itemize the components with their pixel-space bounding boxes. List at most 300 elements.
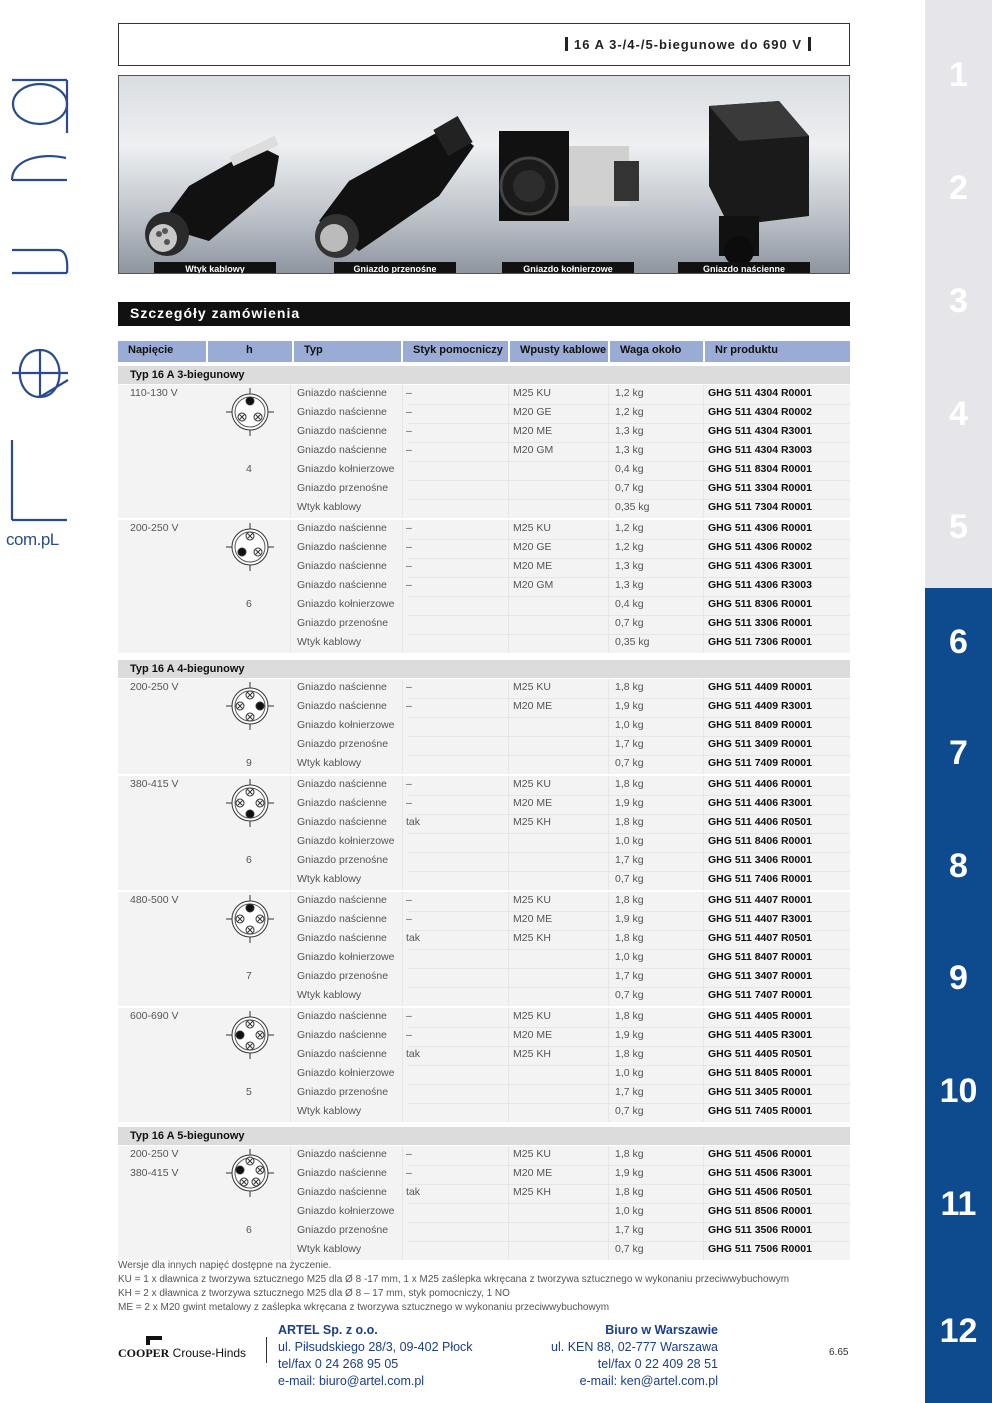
h-position: 4 <box>246 463 252 475</box>
type-cell: Gniazdo naścienne <box>297 1167 387 1179</box>
tab-chapter-4[interactable]: 4 <box>949 394 968 433</box>
type-cell: Gniazdo przenośne <box>297 482 389 494</box>
voltage: 380-415 V <box>130 778 179 790</box>
row-divider <box>408 698 850 699</box>
col-type: Typ <box>294 341 401 362</box>
cable-entry-cell: M25 KU <box>513 387 551 399</box>
type-cell: Gniazdo naścienne <box>297 1048 387 1060</box>
weight-cell: 0,7 kg <box>615 757 644 769</box>
type-cell: Gniazdo naścienne <box>297 700 387 712</box>
aux-contact-cell: – <box>406 894 412 906</box>
aux-contact-cell: – <box>406 1029 412 1041</box>
weight-cell: 1,2 kg <box>615 522 644 534</box>
product-number-cell: GHG 511 4405 R0501 <box>708 1048 812 1060</box>
voltage: 200-250 V <box>130 1148 179 1160</box>
type-cell: Gniazdo naścienne <box>297 425 387 437</box>
table-row <box>118 736 850 755</box>
weight-cell: 1,3 kg <box>615 560 644 572</box>
cooper-logo <box>118 1346 246 1361</box>
row-divider <box>408 736 850 737</box>
table-row <box>118 987 850 1006</box>
product-number-cell: GHG 511 8304 R0001 <box>708 463 812 475</box>
table-row <box>118 1184 850 1203</box>
row-divider <box>408 1084 850 1085</box>
type-cell: Gniazdo kołnierzowe <box>297 951 395 963</box>
product-number-cell: GHG 511 4406 R3001 <box>708 797 812 809</box>
row-divider <box>408 795 850 796</box>
weight-cell: 0,7 kg <box>615 873 644 885</box>
weight-cell: 1,8 kg <box>615 816 644 828</box>
footnote: Wersje dla innych napięć dostępne na życzenie. <box>118 1260 332 1271</box>
row-divider <box>408 1241 850 1242</box>
table-row <box>118 480 850 499</box>
brand-domain: com.pL <box>6 530 59 549</box>
table-row <box>118 577 850 596</box>
cable-entry-cell: M20 ME <box>513 560 553 572</box>
col-weight: Waga około <box>610 341 703 362</box>
tab-chapter-6[interactable]: 6 <box>925 588 992 697</box>
weight-cell: 1,9 kg <box>615 1167 644 1179</box>
type-cell: Gniazdo naścienne <box>297 522 387 534</box>
aux-contact-cell: tak <box>406 1186 421 1198</box>
table-row <box>118 423 850 442</box>
row-divider <box>408 596 850 597</box>
product-number-cell: GHG 511 7304 R0001 <box>708 501 812 513</box>
row-divider <box>408 404 850 405</box>
product-number-cell: GHG 511 7306 R0001 <box>708 636 812 648</box>
voltage: 380-415 V <box>130 1167 179 1179</box>
product-number-cell: GHG 511 3306 R0001 <box>708 617 812 629</box>
table-row <box>118 755 850 774</box>
product-number-cell: GHG 511 3506 R0001 <box>708 1224 812 1236</box>
weight-cell: 1,8 kg <box>615 1048 644 1060</box>
row-divider <box>408 1222 850 1223</box>
h-position: 5 <box>246 1086 252 1098</box>
product-number-cell: GHG 511 8506 R0001 <box>708 1205 812 1217</box>
row-divider <box>408 717 850 718</box>
row-divider <box>408 1065 850 1066</box>
type-cell: Gniazdo naścienne <box>297 913 387 925</box>
cable-entry-cell: M25 KU <box>513 681 551 693</box>
page-title: 16 A 3-/4-/5-biegunowe do 690 V <box>559 37 817 52</box>
weight-cell: 0,7 kg <box>615 1105 644 1117</box>
product-number-cell: GHG 511 4304 R3001 <box>708 425 812 437</box>
voltage: 480-500 V <box>130 894 179 906</box>
cable-entry-cell: M20 GM <box>513 579 554 591</box>
product-number-cell: GHG 511 4306 R3003 <box>708 579 812 591</box>
weight-cell: 1,9 kg <box>615 1029 644 1041</box>
weight-cell: 0,7 kg <box>615 989 644 1001</box>
caption-wall-socket: Gniazdo naścienne <box>678 262 810 274</box>
type-cell: Gniazdo naścienne <box>297 1029 387 1041</box>
row-divider <box>408 1027 850 1028</box>
product-number-cell: GHG 511 3409 R0001 <box>708 738 812 750</box>
weight-cell: 0,4 kg <box>615 463 644 475</box>
row-divider <box>408 499 850 500</box>
table-row <box>118 404 850 423</box>
col-aux-contact: Styk pomocniczy <box>403 341 508 362</box>
cable-entry-cell: M20 ME <box>513 425 553 437</box>
voltage: 200-250 V <box>130 522 179 534</box>
row-divider <box>408 949 850 950</box>
product-number-cell: GHG 511 7405 R0001 <box>708 1105 812 1117</box>
tab-chapter-2[interactable]: 2 <box>949 168 968 207</box>
type-cell: Gniazdo przenośne <box>297 617 389 629</box>
product-number-cell: GHG 511 4409 R3001 <box>708 700 812 712</box>
row-divider <box>408 1203 850 1204</box>
footer-address-plock <box>278 1322 473 1390</box>
tab-chapter-11[interactable]: 11 <box>925 1148 992 1260</box>
h-position: 6 <box>246 1224 252 1236</box>
table-row <box>118 539 850 558</box>
aux-contact-cell: – <box>406 560 412 572</box>
type-cell: Gniazdo naścienne <box>297 406 387 418</box>
weight-cell: 0,7 kg <box>615 1243 644 1255</box>
caption-flange-socket: Gniazdo kołnierzowe <box>502 262 634 274</box>
col-product-no: Nr produktu <box>705 341 850 362</box>
type-cell: Wtyk kablowy <box>297 636 362 648</box>
email-link[interactable]: e-mail: biuro@artel.com.pl <box>278 1374 425 1388</box>
product-number-cell: GHG 511 4506 R0501 <box>708 1186 812 1198</box>
table-row <box>118 833 850 852</box>
weight-cell: 1,8 kg <box>615 1148 644 1160</box>
weight-cell: 1,8 kg <box>615 1186 644 1198</box>
address: ul. Piłsudskiego 28/3, 09-402 Płock <box>278 1340 473 1354</box>
aux-contact-cell: – <box>406 541 412 553</box>
table-row <box>118 871 850 890</box>
weight-cell: 1,9 kg <box>615 700 644 712</box>
table-row <box>118 615 850 634</box>
logo-rest: Crouse-Hinds <box>169 1346 247 1360</box>
product-number-cell: GHG 511 8407 R0001 <box>708 951 812 963</box>
cable-entry-cell: M20 GE <box>513 541 552 553</box>
table-row <box>118 1008 850 1027</box>
col-cable-entries: Wpusty kablowe <box>510 341 608 362</box>
h-position: 9 <box>246 757 252 769</box>
footnote: KH = 2 x dławnica z tworzywa sztucznego M25 dla Ø 8 – 17 mm, styk pomocniczy, 1 NO <box>118 1288 510 1299</box>
weight-cell: 0,7 kg <box>615 617 644 629</box>
product-number-cell: GHG 511 8409 R0001 <box>708 719 812 731</box>
table-row <box>118 1103 850 1122</box>
weight-cell: 1,8 kg <box>615 894 644 906</box>
table-row <box>118 499 850 518</box>
voltage: 200-250 V <box>130 681 179 693</box>
weight-cell: 1,7 kg <box>615 1086 644 1098</box>
tab-chapter-7[interactable]: 7 <box>925 697 992 810</box>
product-number-cell: GHG 511 8406 R0001 <box>708 835 812 847</box>
table-row <box>118 892 850 911</box>
product-number-cell: GHG 511 4405 R0001 <box>708 1010 812 1022</box>
product-number-cell: GHG 511 4409 R0001 <box>708 681 812 693</box>
plug-image <box>145 136 279 256</box>
type-cell: Gniazdo kołnierzowe <box>297 719 395 731</box>
type-cell: Gniazdo naścienne <box>297 541 387 553</box>
office-name: Biuro w Warszawie <box>605 1323 718 1337</box>
type-cell: Wtyk kablowy <box>297 873 362 885</box>
voltage: 600-690 V <box>130 1010 179 1022</box>
caption-plug: Wtyk kablowy <box>154 262 276 274</box>
group-title: Typ 16 A 4-biegunowy <box>118 660 850 678</box>
footnote: KU = 1 x dławnica z tworzywa sztucznego M25 dla Ø 8 -17 mm, 1 x M25 zaślepka wkręcana z tworzywa sztucznego w wykonaniu przeciwwybuchowym <box>118 1274 790 1285</box>
weight-cell: 1,0 kg <box>615 719 644 731</box>
flange-socket-image <box>499 131 639 221</box>
aux-contact-cell: – <box>406 425 412 437</box>
table-row <box>118 1065 850 1084</box>
weight-cell: 1,3 kg <box>615 425 644 437</box>
tab-chapter-3[interactable]: 3 <box>949 282 968 320</box>
col-voltage: Napięcie <box>118 341 206 362</box>
weight-cell: 0,35 kg <box>615 636 650 648</box>
table-row <box>118 385 850 404</box>
cable-entry-cell: M25 KU <box>513 1148 551 1160</box>
h-position: 6 <box>246 598 252 610</box>
row-divider <box>408 911 850 912</box>
product-number-cell: GHG 511 7409 R0001 <box>708 757 812 769</box>
type-cell: Gniazdo przenośne <box>297 1224 389 1236</box>
cable-entry-cell: M20 ME <box>513 1029 553 1041</box>
cable-entry-cell: M25 KH <box>513 1048 551 1060</box>
weight-cell: 1,2 kg <box>615 406 644 418</box>
type-cell: Wtyk kablowy <box>297 1243 362 1255</box>
weight-cell: 1,3 kg <box>615 579 644 591</box>
row-divider <box>408 423 850 424</box>
aux-contact-cell: – <box>406 1148 412 1160</box>
weight-cell: 1,0 kg <box>615 835 644 847</box>
type-cell: Gniazdo kołnierzowe <box>297 1067 395 1079</box>
row-divider <box>408 1103 850 1104</box>
aux-contact-cell: – <box>406 579 412 591</box>
product-number-cell: GHG 511 8405 R0001 <box>708 1067 812 1079</box>
weight-cell: 1,3 kg <box>615 444 644 456</box>
h-position: 6 <box>246 854 252 866</box>
phone: tel/fax 0 22 409 28 51 <box>597 1357 718 1371</box>
tab-chapter-9[interactable]: 9 <box>925 922 992 1035</box>
portable-socket-image <box>315 116 474 258</box>
chapter-tabs <box>925 0 992 1403</box>
type-cell: Gniazdo naścienne <box>297 444 387 456</box>
type-cell: Gniazdo naścienne <box>297 1148 387 1160</box>
product-number-cell: GHG 511 4304 R3003 <box>708 444 812 456</box>
footnotes <box>118 1259 858 1315</box>
table-row <box>118 852 850 871</box>
table-row <box>118 968 850 987</box>
weight-cell: 1,7 kg <box>615 1224 644 1236</box>
aux-contact-cell: tak <box>406 816 421 828</box>
footnote: ME = 2 x M20 gwint metalowy z zaślepka wkręcana z tworzywa sztucznego w wykonaniu przeciwwybuchowym <box>118 1302 610 1313</box>
cable-entry-cell: M25 KU <box>513 1010 551 1022</box>
product-number-cell: GHG 511 7407 R0001 <box>708 989 812 1001</box>
page-number: 6.65 <box>829 1347 849 1358</box>
type-cell: Wtyk kablowy <box>297 1105 362 1117</box>
product-photo <box>118 75 850 274</box>
row-divider <box>408 539 850 540</box>
table-row <box>118 1027 850 1046</box>
type-cell: Gniazdo naścienne <box>297 1010 387 1022</box>
tab-chapter-5[interactable]: 5 <box>949 508 968 546</box>
type-cell: Gniazdo przenośne <box>297 738 389 750</box>
type-cell: Gniazdo kołnierzowe <box>297 598 395 610</box>
row-divider <box>408 442 850 443</box>
cable-entry-cell: M25 KU <box>513 522 551 534</box>
weight-cell: 1,2 kg <box>615 387 644 399</box>
aux-contact-cell: – <box>406 522 412 534</box>
table-row <box>118 558 850 577</box>
type-cell: Gniazdo naścienne <box>297 579 387 591</box>
table-row <box>118 1046 850 1065</box>
type-cell: Gniazdo naścienne <box>297 560 387 572</box>
page-header <box>118 23 850 66</box>
aux-contact-cell: – <box>406 1167 412 1179</box>
row-divider <box>408 577 850 578</box>
tab-chapter-10[interactable]: 10 <box>925 1035 992 1148</box>
cable-entry-cell: M25 KU <box>513 778 551 790</box>
cable-entry-cell: M20 ME <box>513 797 553 809</box>
table-row <box>118 1165 850 1184</box>
product-number-cell: GHG 511 4306 R3001 <box>708 560 812 572</box>
row-divider <box>408 755 850 756</box>
product-number-cell: GHG 511 3406 R0001 <box>708 854 812 866</box>
phone: tel/fax 0 24 268 95 05 <box>278 1357 399 1371</box>
table-row <box>118 717 850 736</box>
table-row <box>118 1084 850 1103</box>
table-row <box>118 520 850 539</box>
type-cell: Gniazdo przenośne <box>297 1086 389 1098</box>
col-h: h <box>208 341 292 362</box>
company-name: ARTEL Sp. z o.o. <box>278 1323 378 1337</box>
row-divider <box>408 558 850 559</box>
table-row <box>118 634 850 653</box>
row-divider <box>408 1184 850 1185</box>
weight-cell: 1,2 kg <box>615 541 644 553</box>
cable-entry-cell: M20 GM <box>513 444 554 456</box>
row-divider <box>408 480 850 481</box>
type-cell: Gniazdo naścienne <box>297 681 387 693</box>
weight-cell: 1,7 kg <box>615 970 644 982</box>
type-cell: Gniazdo naścienne <box>297 778 387 790</box>
aux-contact-cell: – <box>406 387 412 399</box>
row-divider <box>408 634 850 635</box>
tab-chapter-1[interactable]: 1 <box>949 56 968 94</box>
tab-chapter-8[interactable]: 8 <box>925 810 992 922</box>
product-number-cell: GHG 511 8306 R0001 <box>708 598 812 610</box>
product-number-cell: GHG 511 4406 R0501 <box>708 816 812 828</box>
type-cell: Gniazdo przenośne <box>297 854 389 866</box>
table-row <box>118 1203 850 1222</box>
row-divider <box>408 987 850 988</box>
type-cell: Wtyk kablowy <box>297 501 362 513</box>
row-divider <box>408 871 850 872</box>
product-number-cell: GHG 511 4407 R0501 <box>708 932 812 944</box>
product-number-cell: GHG 511 3407 R0001 <box>708 970 812 982</box>
email-link[interactable]: e-mail: ken@artel.com.pl <box>579 1374 718 1388</box>
tab-chapter-12[interactable]: 12 <box>925 1260 992 1403</box>
weight-cell: 1,7 kg <box>615 738 644 750</box>
type-cell: Wtyk kablowy <box>297 989 362 1001</box>
weight-cell: 1,0 kg <box>615 1205 644 1217</box>
type-cell: Gniazdo naścienne <box>297 797 387 809</box>
table-row <box>118 814 850 833</box>
type-cell: Gniazdo kołnierzowe <box>297 1205 395 1217</box>
weight-cell: 0,4 kg <box>615 598 644 610</box>
cable-entry-cell: M25 KH <box>513 932 551 944</box>
row-divider <box>408 615 850 616</box>
caption-portable-socket: Gniazdo przenośne <box>334 262 456 274</box>
type-cell: Gniazdo naścienne <box>297 1186 387 1198</box>
weight-cell: 1,8 kg <box>615 778 644 790</box>
aux-contact-cell: – <box>406 444 412 456</box>
aux-contact-cell: tak <box>406 932 421 944</box>
product-number-cell: GHG 511 4506 R0001 <box>708 1148 812 1160</box>
aux-contact-cell: tak <box>406 1048 421 1060</box>
type-cell: Gniazdo kołnierzowe <box>297 835 395 847</box>
table-row <box>118 776 850 795</box>
weight-cell: 1,9 kg <box>615 913 644 925</box>
h-position: 7 <box>246 970 252 982</box>
footer-divider <box>266 1337 267 1363</box>
product-number-cell: GHG 511 4406 R0001 <box>708 778 812 790</box>
weight-cell: 1,8 kg <box>615 681 644 693</box>
weight-cell: 1,8 kg <box>615 932 644 944</box>
product-number-cell: GHG 511 4304 R0001 <box>708 387 812 399</box>
cable-entry-cell: M20 ME <box>513 700 553 712</box>
cable-entry-cell: M25 KH <box>513 816 551 828</box>
row-divider <box>408 1046 850 1047</box>
product-number-cell: GHG 511 4506 R3001 <box>708 1167 812 1179</box>
weight-cell: 0,7 kg <box>615 482 644 494</box>
table-row <box>118 795 850 814</box>
table-row <box>118 596 850 615</box>
order-table <box>118 341 850 362</box>
address: ul. KEN 88, 02-777 Warszawa <box>551 1340 718 1354</box>
group-title: Typ 16 A 3-biegunowy <box>118 366 850 384</box>
wall-socket-image <box>709 101 809 266</box>
type-cell: Gniazdo naścienne <box>297 932 387 944</box>
aux-contact-cell: – <box>406 406 412 418</box>
table-row <box>118 442 850 461</box>
table-header <box>118 341 850 362</box>
table-row <box>118 698 850 717</box>
weight-cell: 1,7 kg <box>615 854 644 866</box>
weight-cell: 1,0 kg <box>615 951 644 963</box>
cable-entry-cell: M20 ME <box>513 1167 553 1179</box>
table-row <box>118 1146 850 1165</box>
type-cell: Gniazdo naścienne <box>297 816 387 828</box>
type-cell: Gniazdo kołnierzowe <box>297 463 395 475</box>
type-cell: Gniazdo naścienne <box>297 894 387 906</box>
product-number-cell: GHG 511 4306 R0002 <box>708 541 812 553</box>
product-number-cell: GHG 511 4304 R0002 <box>708 406 812 418</box>
weight-cell: 0,35 kg <box>615 501 650 513</box>
row-divider <box>408 968 850 969</box>
type-cell: Gniazdo naścienne <box>297 387 387 399</box>
weight-cell: 1,8 kg <box>615 1010 644 1022</box>
product-number-cell: GHG 511 3405 R0001 <box>708 1086 812 1098</box>
table-row <box>118 911 850 930</box>
artel-brand-logo <box>0 60 80 560</box>
product-number-cell: GHG 511 3304 R0001 <box>708 482 812 494</box>
product-number-cell: GHG 511 4407 R0001 <box>708 894 812 906</box>
product-number-cell: GHG 511 7406 R0001 <box>708 873 812 885</box>
table-row <box>118 949 850 968</box>
cable-entry-cell: M20 ME <box>513 913 553 925</box>
group-title: Typ 16 A 5-biegunowy <box>118 1127 850 1145</box>
aux-contact-cell: – <box>406 913 412 925</box>
logo-bold: COOPER <box>118 1346 170 1360</box>
aux-contact-cell: – <box>406 778 412 790</box>
voltage: 110-130 V <box>130 387 178 399</box>
cable-entry-cell: M25 KU <box>513 894 551 906</box>
row-divider <box>408 833 850 834</box>
